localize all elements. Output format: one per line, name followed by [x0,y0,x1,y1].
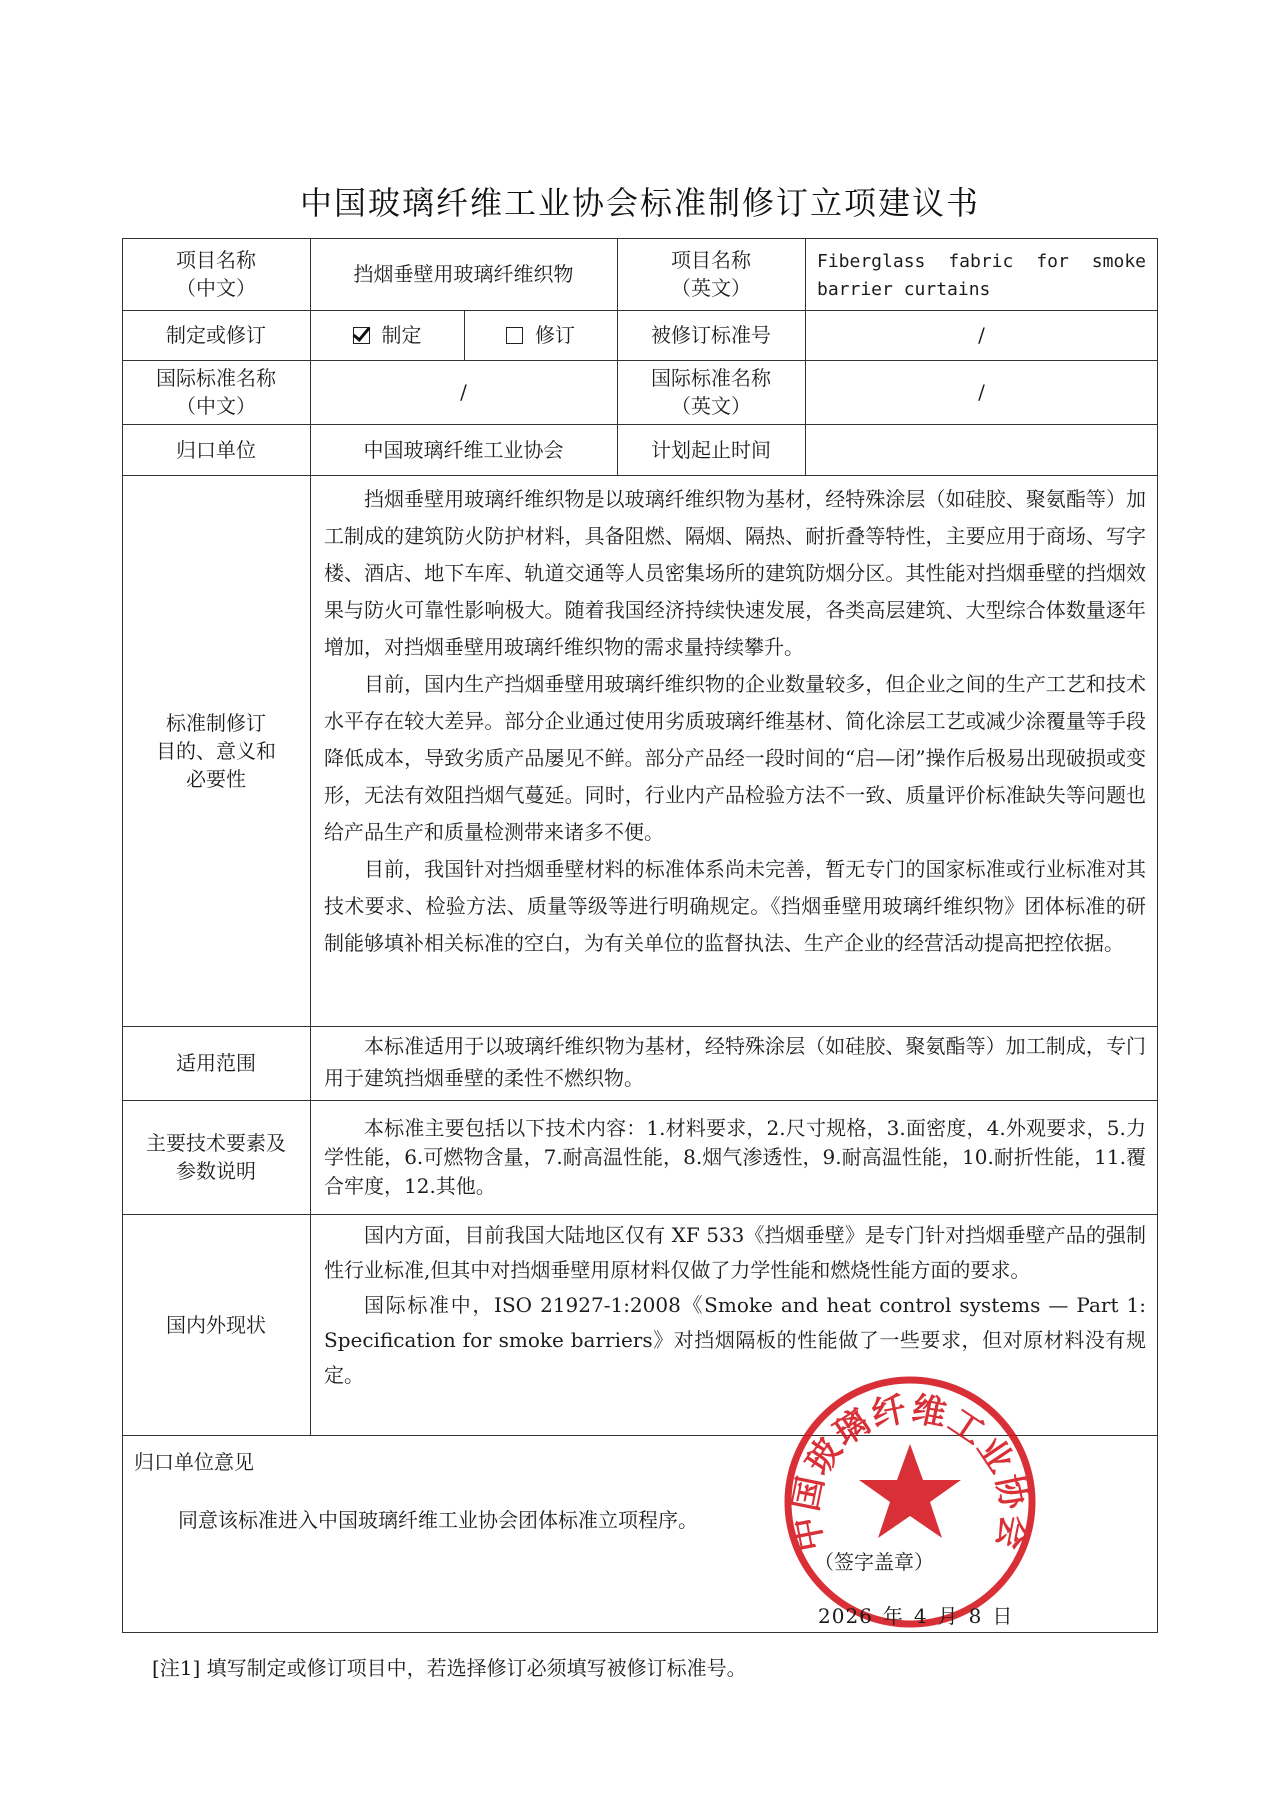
status-paragraph: 国内方面，目前我国大陆地区仅有 XF 533《挡烟垂壁》是专门针对挡烟垂壁产品的强制性行业标准,但其中对挡烟垂壁用原材料仅做了力学性能和燃烧性能方面的要求。 [324,1223,1146,1282]
tech-elements-content [310,1100,1158,1214]
scope-content [310,1026,1158,1100]
date-month-unit: 月 [937,1604,959,1628]
type-label: 制定或修订 [166,323,266,347]
seal-star-icon [859,1444,961,1538]
purpose-paragraph: 目前，我国针对挡烟垂壁材料的标准体系尚未完善，暂无专门的国家标准或行业标准对其技术要求、检验方法、质量等级等进行明确规定。《挡烟垂壁用玻璃纤维织物》团体标准的研制能够填补相关标准的空白，为有关单位的监督执法、生产企业的经营活动提高把控依据。 [324,857,1146,955]
type-option-establish[interactable] [310,310,464,360]
purpose-paragraph: 挡烟垂壁用玻璃纤维织物是以玻璃纤维织物为基材，经特殊涂层（如硅胶、聚氨酯等）加工制成的建筑防火防护材料，具备阻燃、隔烟、隔热、耐折叠等特性，主要应用于商场、写字楼、酒店、地下车库、轨道交通等人员密集场所的建筑防烟分区。其性能对挡烟垂壁的挡烟效果与防火可靠性影响极大。随着我国经济持续快速发展，各类高层建筑、大型综合体数量逐年增加，对挡烟垂壁用玻璃纤维织物的需求量持续攀升。 [324,487,1146,659]
footnote: [注1] 填写制定或修订项目中，若选择修订必须填写被修订标准号。 [152,1656,747,1680]
revised-std-no-value: / [978,323,985,347]
intl-std-en-label: 国际标准名称 （英文） [651,366,771,418]
date-day: 8 [968,1604,983,1628]
responsible-unit-value: 中国玻璃纤维工业协会 [363,437,564,462]
type-option-label: 修订 [535,323,575,347]
approval-date [818,1600,1023,1629]
purpose-content [310,475,1158,1026]
type-option-label: 制定 [381,323,422,347]
signature-stamp-label: （签字盖章） [814,1550,934,1574]
status-label: 国内外现状 [166,1312,266,1337]
scope-paragraph: 本标准适用于以玻璃纤维织物为基材，经特殊涂层（如硅胶、聚氨酯等）加工制成，专门用于建筑挡烟垂壁的柔性不燃织物。 [324,1034,1146,1090]
intl-std-en-value: / [978,380,985,404]
type-option-revise[interactable] [464,310,617,360]
date-month: 4 [913,1604,928,1628]
opinion-label: 归口单位意见 [134,1450,254,1474]
intl-std-cn-label: 国际标准名称 （中文） [156,366,276,418]
responsible-unit-label: 归口单位 [176,437,256,462]
document-title: 中国玻璃纤维工业协会标准制修订立项建议书 [299,184,980,222]
planned-period-value [805,424,1158,475]
checked-checkbox-icon[interactable] [353,327,370,344]
project-name-cn-label: 项目名称 （中文） [176,248,256,300]
tech-elements-label: 主要技术要素及 参数说明 [146,1131,286,1183]
purpose-label: 标准制修订 目的、意义和 必要性 [156,710,276,791]
date-day-unit: 日 [992,1604,1014,1628]
opinion-text: 同意该标准进入中国玻璃纤维工业协会团体标准立项程序。 [178,1508,698,1532]
tech-paragraph: 本标准主要包括以下技术内容：1.材料要求，2.尺寸规格，3.面密度，4.外观要求，5.力学性能，6.可燃物含量，7.耐高温性能，8.烟气渗透性，9.耐高温性能，10.耐折性能，11.覆合牢度，12.其他。 [324,1116,1146,1198]
date-year: 2026 [818,1604,873,1628]
unchecked-checkbox-icon[interactable] [506,327,523,344]
date-year-unit: 年 [882,1604,904,1628]
scope-label: 适用范围 [176,1051,256,1075]
project-name-en-label: 项目名称 （英文） [671,248,751,300]
project-name-cn-value: 挡烟垂壁用玻璃纤维织物 [353,262,574,286]
project-name-en-value: Fiberglass fabric for smoke barrier curtains [817,251,1146,300]
seal-text: 中国玻璃纤维工业协会 [785,1389,1035,1555]
purpose-paragraph: 目前，国内生产挡烟垂壁用玻璃纤维织物的企业数量较多，但企业之间的生产工艺和技术水平存在较大差异。部分企业通过使用劣质玻璃纤维基材、简化涂层工艺或减少涂覆量等手段降低成本，导致劣质产品屡见不鲜。部分产品经一段时间的“启—闭”操作后极易出现破损或变形，无法有效阻挡烟气蔓延。同时，行业内产品检验方法不一致、质量评价标准缺失等问题也给产品生产和质量检测带来诸多不便。 [324,672,1146,844]
revised-std-no-label: 被修订标准号 [651,323,771,347]
planned-period-label: 计划起止时间 [651,437,771,462]
intl-std-cn-value: / [460,380,467,404]
official-seal [780,1372,1040,1632]
status-paragraph: 国际标准中，ISO 21927-1:2008《Smoke and heat control systems — Part 1: Specification for smoke barriers》对挡烟隔板的性能做了一些要求，但对原材料没有规定。 [324,1293,1146,1387]
